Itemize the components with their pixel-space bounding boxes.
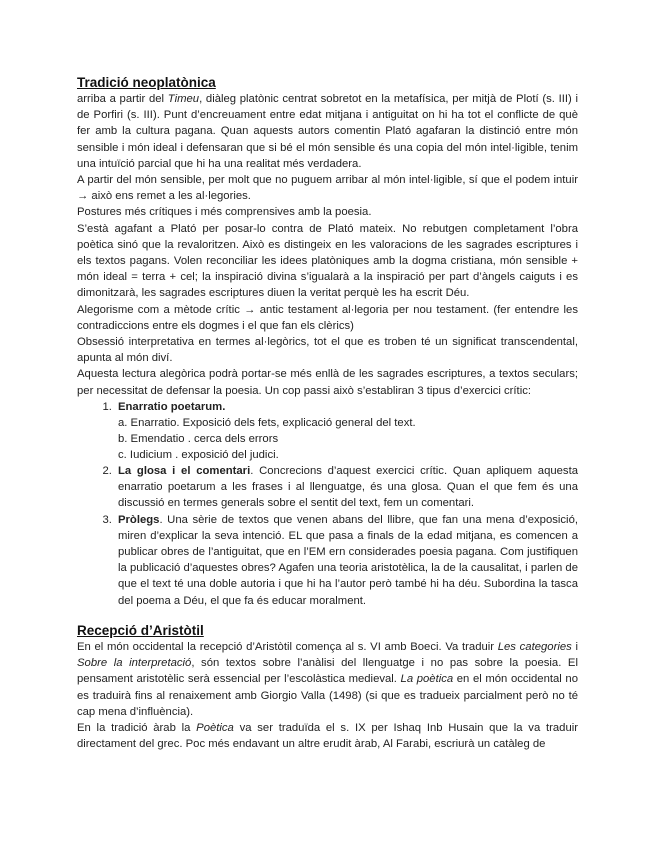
- text-run: i: [571, 640, 578, 653]
- list-item-title: La glosa i el comentari: [118, 465, 251, 478]
- italic-title-poetica: Poètica: [196, 721, 234, 734]
- section-title-neoplatonica: Tradició neoplatònica: [77, 75, 216, 90]
- list-item-title: Enarratio poetarum: [118, 400, 223, 413]
- paragraph-obsessio: Obsessió interpretativa en termes al·legòrics, tot el que es troben té un significat transcendental, apunta al món diví.: [77, 336, 578, 365]
- paragraph-mon-sensible: A partir del món sensible, per molt que no puguem arribar al món intel·ligible, sí que el podem intuir → això ens remet a les al·legories.: [77, 174, 578, 203]
- list-item-glosa: [115, 463, 578, 512]
- italic-title-timeu: Timeu: [167, 93, 200, 105]
- document-content: [77, 75, 578, 752]
- italic-title-poetica: La poètica: [400, 673, 454, 686]
- critical-exercise-list: [77, 399, 578, 609]
- text-run: , són textos sobre l’anàlisi del llenguatge i no pas sobre la poesia. El pensament aristotèlic serà essencial per l’escolàstica medieval.: [77, 657, 578, 686]
- paragraph-recepcio-occident: [77, 639, 578, 720]
- list-item-prolegs: [115, 512, 578, 609]
- italic-title-categories: Les categories: [497, 640, 572, 653]
- paragraph-plato: S’està agafant a Plató per posar-lo contra de Plató mateix. No rebutgen completament l’obra poètica sinó que la revaloritzen. Això es distingeix en les valoracions de les sagrades escriptures i els textos pagans. Volen reconciliar les idees platòniques amb la dogma cristiana, món sensible + món ideal = terra + cel; la inspiració divina s’igualarà a la inspiració per part d’àngels caiguts i es dimonitzarà, les sagrades escriptures diuen la veritat perquè les ha escrit Déu.: [77, 222, 578, 300]
- paragraph-alegorisme: Alegorisme com a mètode crític → antic testament al·legoria per nou testament. (fer entendre les contradiccions entre els dogmes i el que fan els clèrics): [77, 303, 578, 332]
- sublist-item: a. Enarratio. Exposició dels fets, explicació general del text.: [118, 417, 416, 430]
- list-item-title: Pròlegs: [118, 513, 160, 526]
- text-run: , diàleg platònic centrat sobretot en la metafísica, per mitjà de Plotí (s. III) i de Porfiri (s. III). Punt d’encreuament entre edat mitjana i antiguitat on hi ha tot el conflicte de què fer amb la cultura pagana. Quan aquests autors comentin Plató agafaran la distinció entre món sensible i món ideal i defensaran que si bé el món sensible és una copia del món intel·ligible, tenim una intuïció parcial que hi ha una realitat més verdadera.: [77, 93, 578, 170]
- sublist-item: b. Emendatio . cerca dels errors: [118, 433, 279, 446]
- text-run: En el món occidental la recepció d’Aristòtil comença al s. VI amb Boeci. Va traduir: [77, 640, 498, 653]
- paragraph-timeu: [77, 91, 578, 172]
- list-item-enarratio: [115, 399, 578, 463]
- text-run: en el món occidental no es traduirà fins al renaixement amb Giorgio Valla (1498) (si que es tradueix parcialment però no té cap mena d’influència).: [77, 673, 578, 718]
- list-item-text: .: [222, 400, 226, 413]
- paragraph-tradicio-arab: [77, 720, 578, 752]
- sublist: [118, 415, 578, 463]
- text-run: arriba a partir del: [77, 93, 168, 105]
- italic-title-interpretacio: Sobre la interpretació: [77, 657, 192, 670]
- paragraph-lectura-alegorica: Aquesta lectura alegòrica podrà portar-se més enllà de les sagrades escriptures, a textos seculars; per necessitat de defensar la poesia. Un cop passi això s’establiran 3 tipus d’exercici crític:: [77, 368, 578, 397]
- list-item-text: . Una sèrie de textos que venen abans del llibre, que fan una mena d’exposició, miren d’explicar la seva intenció. EL que pasa a finals de la edad mitjana, es comencen a publicar obres de l’antiguitat, que en l’EM ern considerades poesia pagana. Com justifiquen la publicació d’aquestes obres? Agafen una teoria aristotèlica, la de la causalitat, i parlen de que el text té una doble autoria i que hi ha l’autor però també hi ha déu. Subordina la tasca del poema a Déu, el que fa és educar moralment.: [118, 513, 578, 607]
- paragraph-postures: Postures més crítiques i més comprensives amb la poesia.: [77, 206, 372, 219]
- text-run: va ser traduïda el s. IX per Ishaq Inb Husain que la va traduir directament del grec. Poc més endavant un altre erudit àrab, Al Farabi, escriurà un catàleg de: [77, 721, 579, 751]
- section-title-aristotil: Recepció d’Aristòtil: [77, 622, 204, 638]
- text-run: En la tradició àrab la: [77, 721, 197, 734]
- list-item-text: . Concrecions d’aquest exercici crític. Quan apliquem aquesta enarratio poetarum a les frases i al llenguatge, és una glosa. Quan el que fem és una discussió en termes generals sobre el sentit del text, fem un comentari.: [118, 465, 579, 510]
- sublist-item: c. Iudicium . exposició del judici.: [118, 449, 279, 462]
